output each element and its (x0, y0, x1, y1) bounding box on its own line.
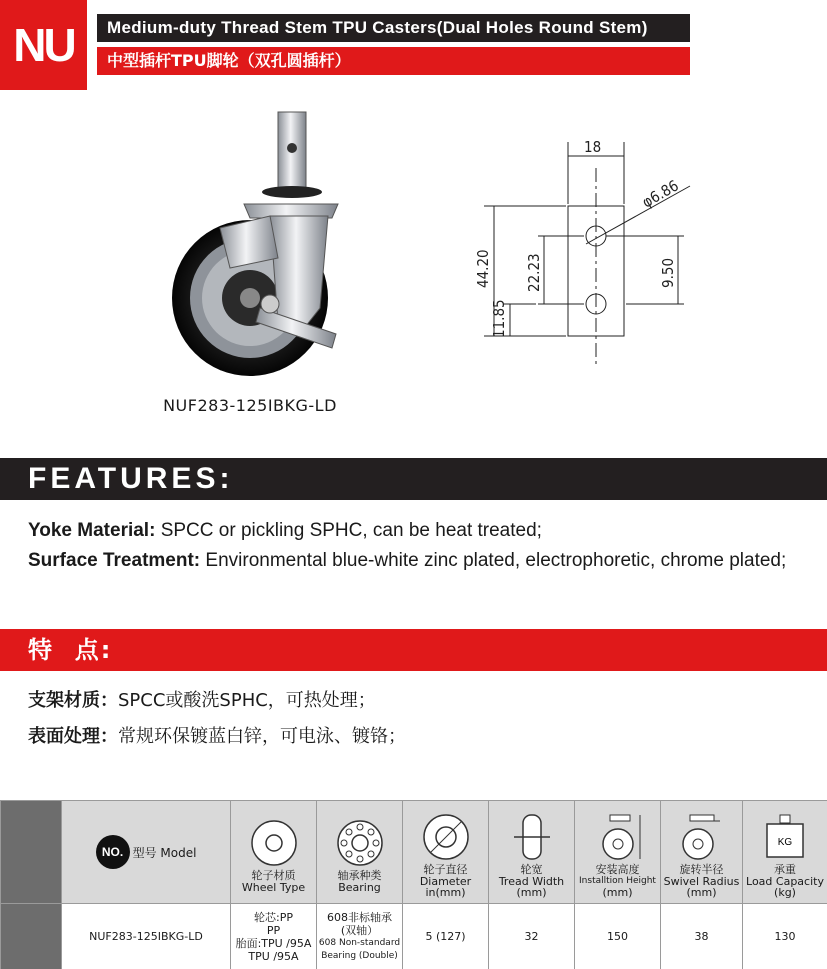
kg-icon-label: KG (777, 837, 793, 848)
header-installation-height: 安装高度 Installtion Height (mm) (575, 801, 661, 904)
spec-header-row (1, 801, 827, 904)
spec-table (0, 800, 827, 969)
weight-icon (755, 812, 815, 862)
cell-installation-height: 150 (575, 904, 661, 969)
dim-bottom: 11.85 (490, 299, 508, 338)
caster-photo (160, 108, 360, 393)
feature-cn-item: 表面处理：常规环保镀蓝白锌，可电泳、镀铬； (28, 726, 406, 747)
dim-hole-diameter: φ6.86 (639, 176, 682, 212)
bearing-icon (330, 818, 390, 868)
dim-width: 18 (584, 138, 602, 156)
installation-height-icon (588, 812, 648, 862)
table-row (1, 904, 827, 969)
dim-spacing: 9.50 (659, 257, 677, 288)
wheel-type-icon (244, 818, 304, 868)
brand-logo: NU (0, 0, 87, 90)
feature-item: Yoke Material: SPCC or pickling SPHC, can be heat treated; (28, 520, 542, 541)
diameter-icon (416, 812, 476, 862)
cell-bearing: 608非标轴承 (双轴） 608 Non-standard Bearing (Double) (317, 904, 403, 969)
features-cn-band (0, 629, 827, 671)
tread-width-icon (502, 812, 562, 862)
features-cn-list (28, 683, 406, 755)
stem-dimension-drawing (440, 128, 700, 378)
product-title-en: Medium-duty Thread Stem TPU Casters(Dual Holes Round Stem) (97, 14, 690, 42)
cell-model: NUF283-125IBKG-LD (62, 904, 231, 969)
feature-item: Surface Treatment: Environmental blue-white zinc plated, electrophoretic, chrome plated; (28, 550, 787, 571)
features-list (28, 516, 786, 576)
features-cn-title: 特 点: (28, 636, 113, 664)
header-wheel-type: 轮子材质 Wheel Type (231, 801, 317, 904)
swivel-radius-icon (672, 812, 732, 862)
header-bearing: 轴承种类 Bearing (317, 801, 403, 904)
features-title: FEATURES: (28, 462, 234, 495)
cell-diameter: 5 (127) (403, 904, 489, 969)
cell-wheel-type: 轮芯:PP PP 胎面:TPU /95A TPU /95A (231, 904, 317, 969)
row-stripe (1, 904, 62, 969)
header-load-capacity: KG 承重 Load Capacity (kg) (743, 801, 827, 904)
header-tread-width: 轮宽 Tread Width (mm) (489, 801, 575, 904)
dim-upper: 22.23 (525, 253, 543, 292)
product-title-cn: 中型插杆TPU脚轮（双孔圆插杆） (97, 47, 690, 75)
no-badge-icon: NO. (96, 835, 130, 869)
header-diameter: 轮子直径 Diameter in(mm) (403, 801, 489, 904)
cell-load-capacity: 130 (743, 904, 827, 969)
header-model: NO. 型号 Model (62, 801, 231, 904)
product-model-caption: NUF283-125IBKG-LD (163, 396, 337, 415)
cell-swivel-radius: 38 (661, 904, 743, 969)
dim-total-height: 44.20 (474, 249, 492, 288)
header-stripe (1, 801, 62, 904)
cell-tread-width: 32 (489, 904, 575, 969)
feature-cn-item: 支架材质：SPCC或酸洗SPHC，可热处理； (28, 690, 376, 711)
header-swivel-radius: 旋转半径 Swivel Radius (mm) (661, 801, 743, 904)
